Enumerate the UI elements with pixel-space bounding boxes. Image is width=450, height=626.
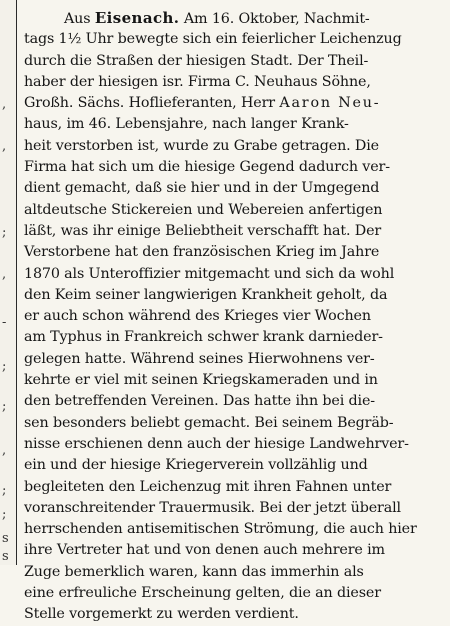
article-line: durch die Straßen der hiesigen Stadt. Der Theil- bbox=[24, 52, 369, 69]
article-line: begleiteten den Leichenzug mit ihren Fahnen unter bbox=[24, 478, 392, 495]
article-line: Verstorbene hat den französischen Krieg im Jahre bbox=[24, 244, 380, 261]
gutter-mark: , bbox=[2, 139, 7, 154]
gutter-mark: , bbox=[2, 97, 7, 112]
article-line: den Keim seiner langwierigen Krankheit geholt, da bbox=[24, 286, 388, 303]
article-line: Zuge bemerklich waren, kann das immerhin als bbox=[24, 563, 364, 580]
article-line: eine erfreuliche Erscheinung gelten, die an dieser bbox=[24, 585, 381, 602]
article-line: läßt, was ihr einige Beliebtheit verschafft hat. Der bbox=[24, 222, 382, 239]
gutter-mark: s bbox=[2, 549, 9, 564]
article-line: Stelle vorgemerkt zu werden verdient. bbox=[24, 606, 299, 623]
gutter-mark: ; bbox=[2, 359, 7, 374]
article-line: er auch schon während des Krieges vier Wochen bbox=[24, 308, 371, 325]
person-name: Aaron Neu- bbox=[279, 95, 381, 112]
article-line: ihre Vertreter hat und von denen auch mehrere im bbox=[24, 542, 385, 559]
article-line: kehrte er viel mit seinen Kriegskameraden und in bbox=[24, 372, 378, 389]
article-line: 1870 als Unteroffizier mitgemacht und sich da wohl bbox=[24, 265, 395, 282]
line-text: Großh. Sächs. Hoflieferanten, Herr bbox=[24, 95, 280, 112]
article-line: dient gemacht, daß sie hier und in der Umgegend bbox=[24, 180, 380, 197]
gutter-mark: ; bbox=[2, 399, 7, 414]
adjacent-column-edge bbox=[0, 0, 17, 565]
news-article bbox=[24, 8, 442, 626]
gutter-mark: ; bbox=[2, 483, 7, 498]
article-line: tags 1½ Uhr bewegte sich ein feierlicher Leichenzug bbox=[24, 31, 402, 48]
article-line: den betreffenden Vereinen. Das hatte ihn bei die- bbox=[24, 393, 375, 410]
article-line: voranschreitender Trauermusik. Bei der jetzt überall bbox=[24, 499, 401, 516]
article-line: Firma hat sich um die hiesige Gegend dadurch ver- bbox=[24, 159, 390, 176]
article-line: nisse erschienen denn auch der hiesige Landwehrver- bbox=[24, 435, 409, 452]
article-line: am Typhus in Frankreich schwer krank darnieder- bbox=[24, 329, 383, 346]
article-line: sen besonders beliebt gemacht. Bei seinem Begräb- bbox=[24, 414, 394, 431]
gutter-mark: ; bbox=[2, 507, 7, 522]
article-line: haber der hiesigen isr. Firma C. Neuhaus Söhne, bbox=[24, 73, 371, 90]
gutter-mark: - bbox=[2, 315, 7, 330]
article-line: altdeutsche Stickereien und Webereien anfertigen bbox=[24, 201, 383, 218]
gutter-mark: ; bbox=[2, 225, 7, 240]
article-line: gelegen hatte. Während seines Hierwohnens ver- bbox=[24, 350, 375, 367]
article-first-line bbox=[24, 8, 442, 29]
article-line: haus, im 46. Lebensjahre, nach langer Krank- bbox=[24, 116, 349, 133]
article-line: ein und der hiesige Kriegerverein vollzählig und bbox=[24, 457, 368, 474]
gutter-mark: s bbox=[2, 531, 9, 546]
heading-prefix: Aus bbox=[64, 11, 95, 27]
adjacent-column-fragments bbox=[0, 0, 14, 565]
gutter-mark: , bbox=[2, 443, 7, 458]
gutter-mark: , bbox=[2, 267, 7, 282]
first-line-text: Am 16. Oktober, Nachmit- bbox=[183, 11, 370, 27]
article-heading-place: Eisenach. bbox=[94, 9, 180, 27]
article-line: herrschenden antisemitischen Strömung, die auch hier bbox=[24, 521, 417, 538]
article-line: heit verstorben ist, wurde zu Grabe getragen. Die bbox=[24, 137, 379, 154]
article-line bbox=[24, 93, 442, 114]
